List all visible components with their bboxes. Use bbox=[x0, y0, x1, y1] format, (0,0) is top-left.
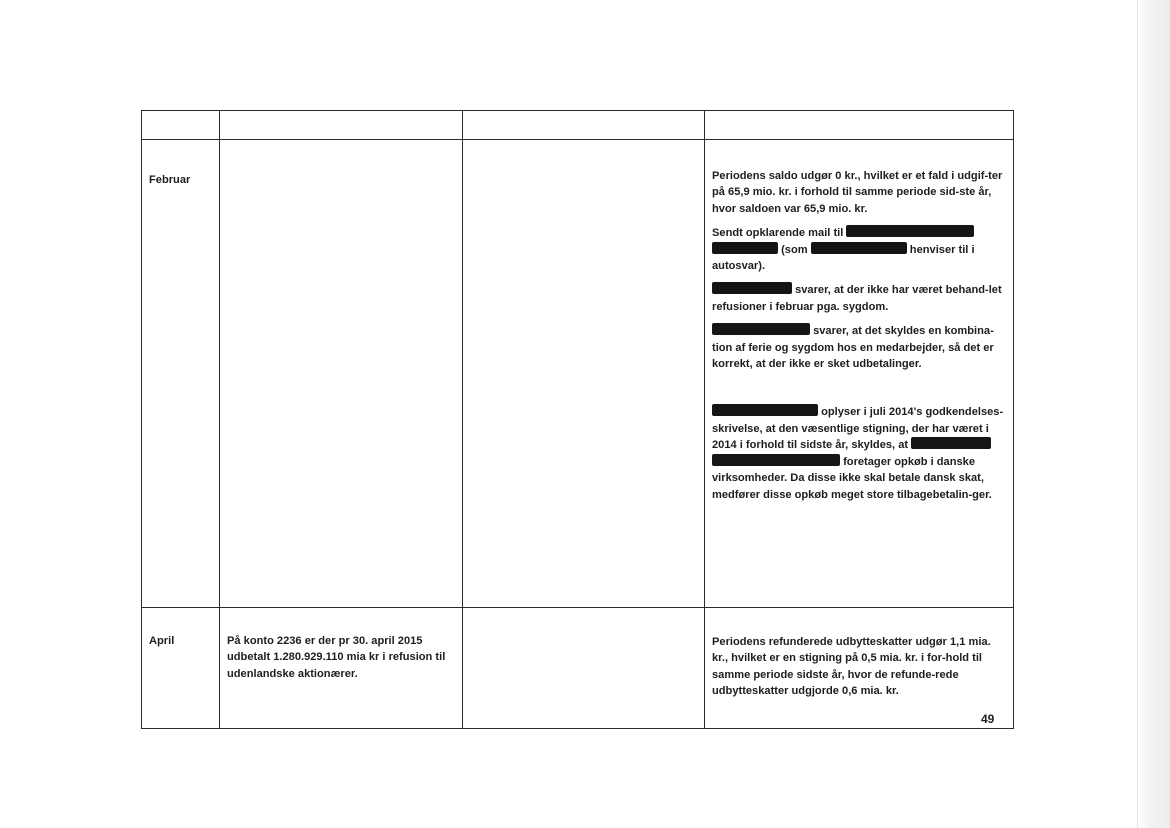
note-paragraph-svar-1 bbox=[712, 282, 1007, 315]
note-paragraph-refunderede: Periodens refunderede udbytteskatter udgør 1,1 mia. kr., hvilket er en stigning på 0,5 mia. kr. i for-hold til samme periode sidste år, hvor de refunde-rede udbytteskatter udgjorde 0,6 mia. kr. bbox=[712, 636, 991, 698]
redaction-bar bbox=[712, 454, 840, 466]
header-cell-2 bbox=[220, 111, 463, 140]
notes-cell bbox=[705, 140, 1014, 608]
month-cell bbox=[142, 140, 220, 608]
redaction-bar bbox=[712, 282, 792, 294]
note-paragraph-saldo: Periodens saldo udgør 0 kr., hvilket er et fald i udgif-ter på 65,9 mio. kr. i forhold til samme periode sid-ste år, hvor saldoen var 65,9 mio. kr. bbox=[712, 170, 1003, 215]
redaction-bar bbox=[911, 437, 991, 449]
notes-cell bbox=[705, 608, 1014, 729]
scan-edge-line bbox=[1137, 0, 1138, 828]
redaction-bar bbox=[712, 242, 778, 254]
blank-cell bbox=[463, 608, 705, 729]
header-cell-3 bbox=[463, 111, 705, 140]
note-paragraph-godkendelse bbox=[712, 404, 1007, 502]
note-text: svarer, at der ikke har været behand-let refusioner i februar pga. sygdom. bbox=[712, 284, 1002, 313]
table-row-april bbox=[142, 608, 1014, 729]
note-text: (som bbox=[781, 243, 808, 256]
month-cell bbox=[142, 608, 220, 729]
note-text: svarer, at det skyldes en kombina-tion af ferie og sygdom hos en medarbejder, så det er korrekt, at der ikke er sket udbetalinger. bbox=[712, 325, 994, 371]
konto-cell bbox=[220, 140, 463, 608]
note-text: Sendt opklarende mail til bbox=[712, 227, 844, 240]
header-cell-1 bbox=[142, 111, 220, 140]
note-text: oplyser i juli 2014's godkendelses-skrivelse, at den væsentlige stigning, der har været i 2014 i forhold til sidste år, skyldes, at bbox=[712, 406, 1004, 452]
page-number: 49 bbox=[981, 712, 995, 726]
redaction-bar bbox=[712, 404, 818, 416]
report-table bbox=[141, 110, 1014, 729]
note-paragraph-svar-2 bbox=[712, 323, 1007, 372]
redaction-bar bbox=[811, 242, 907, 254]
redaction-bar bbox=[846, 225, 974, 237]
konto-cell: På konto 2236 er der pr 30. april 2015 udbetalt 1.280.929.110 mia kr i refusion til udenlandske aktionærer. bbox=[220, 608, 463, 729]
note-text: henviser til i autosvar). bbox=[712, 243, 975, 273]
scan-edge-shadow bbox=[1136, 0, 1170, 828]
blank-cell bbox=[463, 140, 705, 608]
table-row-februar bbox=[142, 140, 1014, 608]
table-header-row bbox=[142, 111, 1014, 140]
note-paragraph-mail bbox=[712, 225, 1007, 274]
header-cell-4 bbox=[705, 111, 1014, 140]
month-label: Februar bbox=[149, 174, 191, 186]
month-label: April bbox=[149, 635, 175, 647]
note-text: foretager opkøb i danske virksomheder. Da disse ikke skal betale dansk skat, medfører disse opkøb meget store tilbagebetalin-ger. bbox=[712, 455, 992, 501]
redaction-bar bbox=[712, 323, 810, 335]
